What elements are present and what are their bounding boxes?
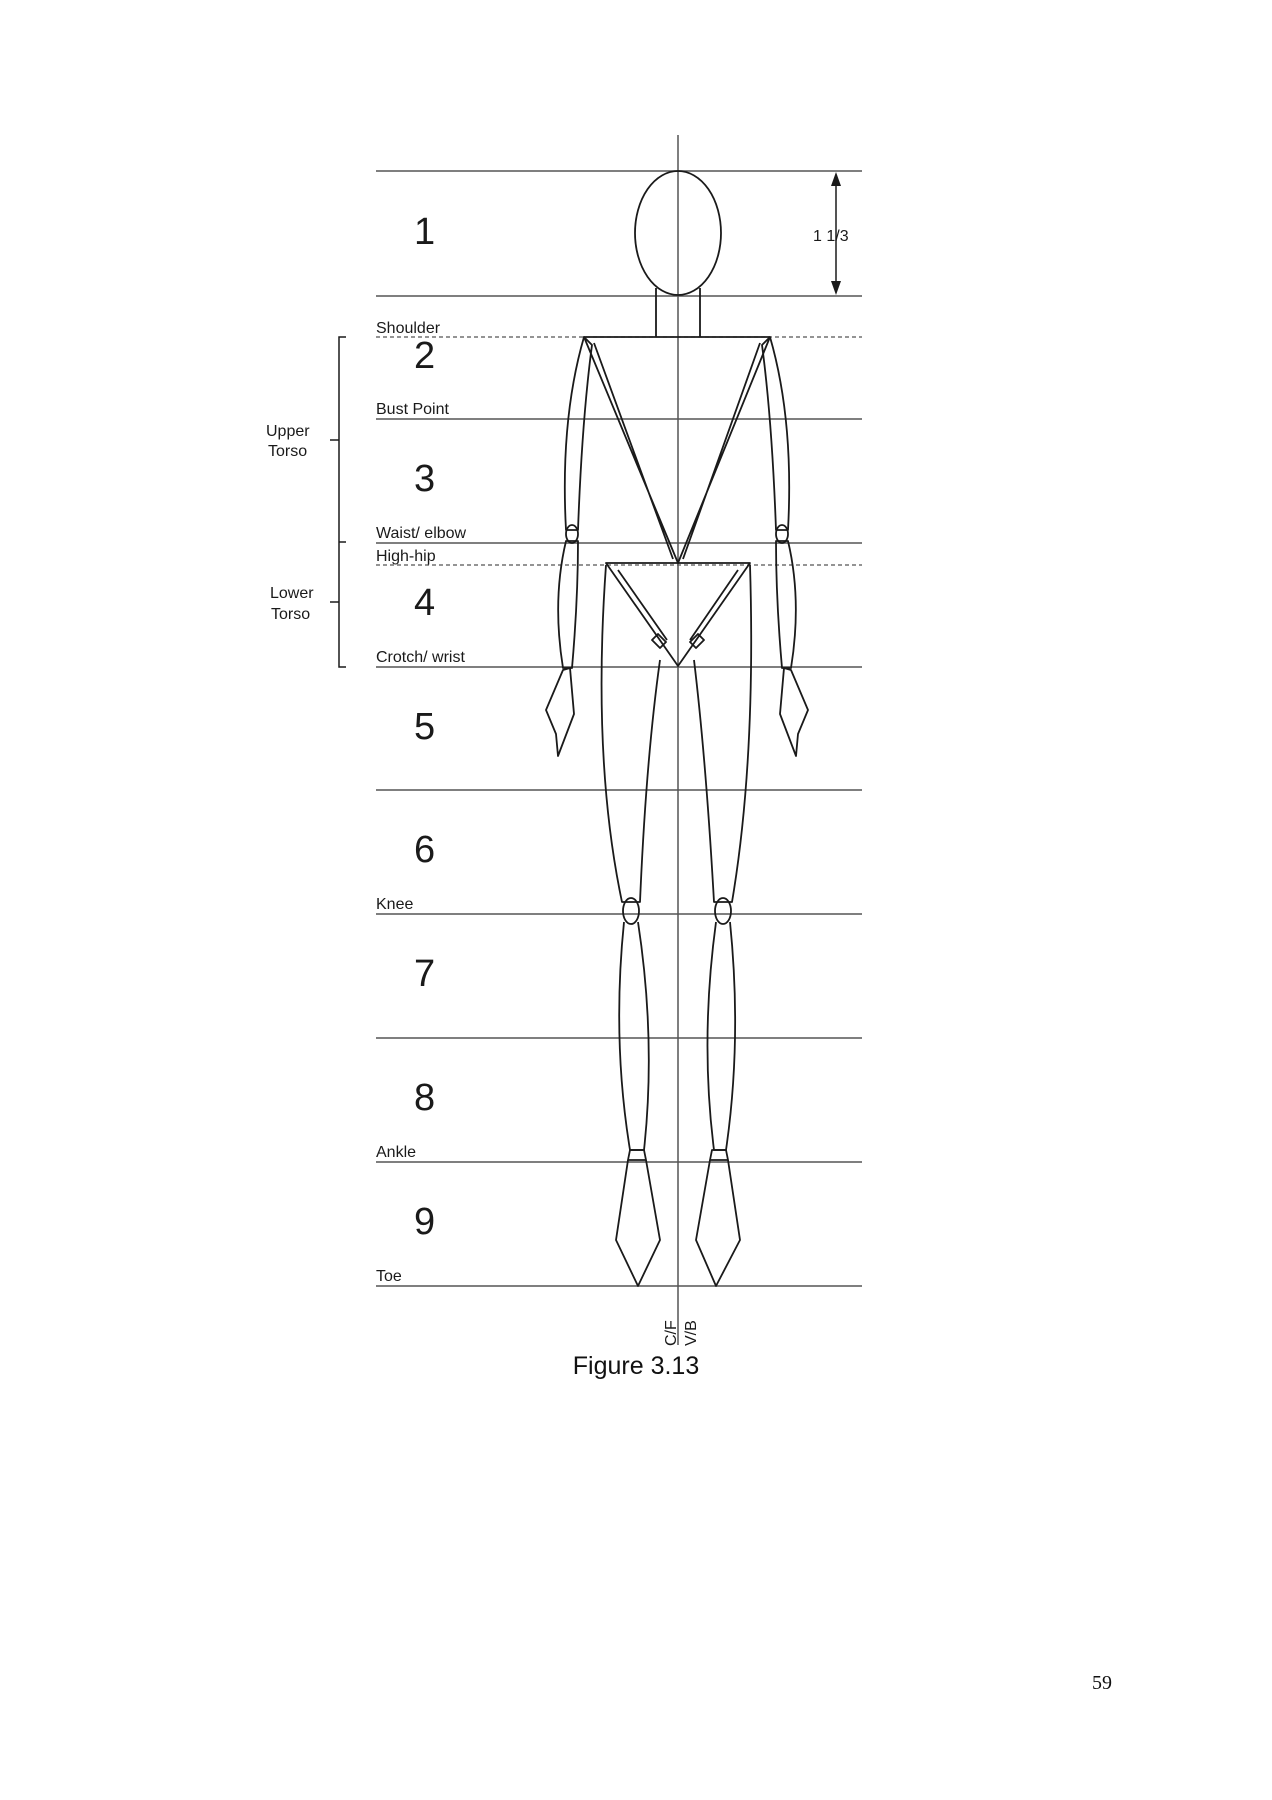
head-height-dimension <box>813 172 849 295</box>
right-lower-leg <box>707 922 735 1150</box>
croquis-body <box>546 171 808 1286</box>
landmark-toe: Toe <box>376 1268 402 1285</box>
right-ankle <box>710 1150 728 1160</box>
landmark-knee: Knee <box>376 896 414 913</box>
left-lower-leg <box>619 922 649 1150</box>
horizontal-guide-lines <box>376 171 862 1286</box>
center-front-label: C/F <box>663 1320 680 1346</box>
arrow-up-icon <box>831 172 841 186</box>
torso-brackets <box>330 337 346 667</box>
right-foot <box>696 1160 740 1286</box>
figure-caption: Figure 3.13 <box>572 1352 700 1380</box>
right-hand <box>780 668 808 756</box>
landmark-waist-elbow: Waist/ elbow <box>376 525 467 542</box>
vertical-back-label: V/B <box>683 1320 700 1346</box>
right-upper-arm <box>762 337 789 530</box>
head-height-label: 1 1/3 <box>813 228 849 245</box>
left-forearm <box>558 541 578 668</box>
head-unit-number: 2 <box>414 335 436 377</box>
left-ankle <box>628 1150 646 1160</box>
upper-torso-label-line1: Upper <box>266 423 310 440</box>
landmark-crotch-wrist: Crotch/ wrist <box>376 649 465 666</box>
head-unit-number: 8 <box>414 1077 436 1119</box>
head-unit-number: 9 <box>414 1201 436 1243</box>
head-unit-number: 3 <box>414 458 436 500</box>
left-thigh <box>602 565 660 902</box>
lower-torso-label-line1: Lower <box>270 585 314 602</box>
upper-torso-label-line2: Torso <box>268 443 308 460</box>
head-unit-number: 7 <box>414 953 436 995</box>
lower-torso-label-line2: Torso <box>271 606 311 623</box>
right-forearm <box>776 541 796 668</box>
right-thigh <box>694 565 751 902</box>
arrow-down-icon <box>831 281 841 295</box>
head-unit-numbers <box>414 211 435 1243</box>
left-upper-arm <box>565 337 592 530</box>
page-number: 59 <box>1092 1672 1112 1694</box>
left-hand <box>546 668 574 756</box>
landmark-high-hip: High-hip <box>376 548 436 565</box>
head-unit-number: 1 <box>414 211 436 253</box>
landmark-bust-point: Bust Point <box>376 401 449 418</box>
upper-torso-triangle <box>584 337 770 563</box>
head-unit-number: 6 <box>414 829 436 871</box>
head-unit-number: 5 <box>414 706 436 748</box>
head-unit-number: 4 <box>414 582 436 624</box>
left-foot <box>616 1160 660 1286</box>
landmark-ankle: Ankle <box>376 1144 417 1161</box>
landmark-shoulder: Shoulder <box>376 320 441 337</box>
